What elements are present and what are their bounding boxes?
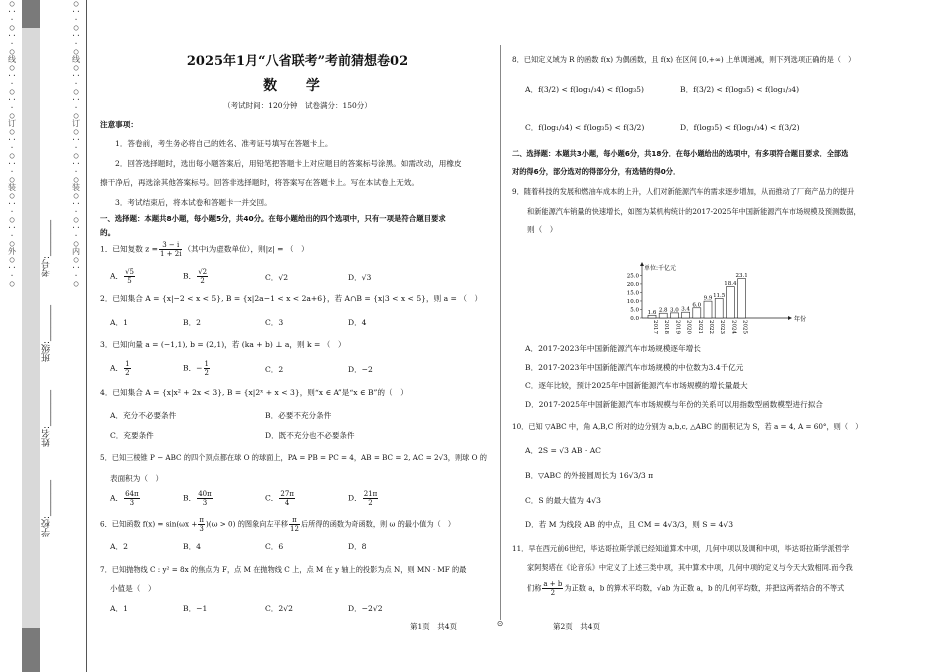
question-3: 3．已知向量 a = (−1,1), b = (2,1)，若 (ka + b) ⊥ a，则 k = （ ） [100, 340, 346, 349]
q5-option-a[interactable]: A． $\frac{64\pi}{3}$ [110, 490, 139, 507]
bar-label-2025: 23.1 [735, 273, 748, 280]
margin-rule [86, 0, 87, 672]
q4-option-c[interactable]: C．充要条件 [110, 431, 154, 440]
bar-label-2020: 3.4 [681, 306, 690, 313]
q8-option-d[interactable]: D．f(log₃5) < f(log₁/₃4) < f(3/2) [680, 123, 800, 132]
q10-option-d[interactable]: D．若 M 为线段 AB 的中点，且 CM = 4√3/3，则 S = 4√3 [525, 520, 734, 529]
market-size-chart [620, 262, 820, 342]
question-7-cont: 小值是（ ） [110, 584, 156, 593]
bar-2022 [704, 301, 712, 318]
category-2017: 2017 [652, 320, 658, 334]
name-field[interactable]: 姓名:________ [42, 390, 52, 448]
q2-option-d[interactable]: D．4 [348, 318, 367, 327]
bar-label-2017: 1.6 [647, 309, 657, 316]
y-tick-label: 15.0 [626, 290, 639, 297]
y-tick-label: 20.0 [626, 281, 639, 288]
y-axis-label: 单位:千亿元 [644, 265, 677, 272]
q7-option-b[interactable]: B．−1 [183, 604, 208, 613]
question-9-l2: 和新能源汽车销量的快速增长，如图为某机构统计的2017-2025年中国新能源汽车市场规模及预测数据， [527, 207, 861, 216]
section1-heading: 一、选择题：本题共8小题，每小题5分，共40分。在每小题给出的四个选项中，只有一项是符合题目要求 [100, 214, 446, 223]
q4-option-b[interactable]: B．必要不充分条件 [265, 411, 332, 420]
q8-option-a[interactable]: A．f(3/2) < f(log₁/₃4) < f(log₃5) [525, 85, 644, 94]
bar-2021 [693, 308, 701, 318]
notes-heading: 注意事项： [100, 120, 138, 129]
q7-option-a[interactable]: A．1 [110, 604, 128, 613]
y-tick-label: 25.0 [626, 273, 639, 280]
q6-option-c[interactable]: C．6 [265, 542, 284, 551]
binding-margin [0, 0, 86, 672]
q9-option-b[interactable]: B．2017-2023年中国新能源汽车市场规模的中位数为3.4千亿元 [525, 363, 744, 372]
exam-info: （考试时间：120分钟 试卷满分：150分） [223, 101, 372, 110]
gray-strip-bottom [22, 628, 40, 672]
q7-option-c[interactable]: C．2√2 [265, 604, 293, 613]
bar-2018 [659, 313, 667, 318]
q2-option-a[interactable]: A．1 [110, 318, 128, 327]
question-9: 9．随着科技的发展和燃油车成本的上升，人们对新能源汽车的需求逐步增加，从而推动了厂商产品力的提升 [512, 187, 855, 196]
bar-label-2021: 6.0 [692, 302, 702, 309]
category-2018: 2018 [663, 320, 670, 334]
center-circle-icon: ⊙ [497, 619, 504, 628]
question-11: 11．早在西元前6世纪，毕达哥拉斯学派已经知道算术中项，几何中项以及调和中项，毕达哥拉斯学派哲学 [512, 544, 850, 553]
q8-option-b[interactable]: B．f(3/2) < f(log₃5) < f(log₁/₃4) [680, 85, 800, 94]
section2-heading-cont: 对的得6分，部分选对的得部分分，有选错的得0分． [512, 167, 681, 176]
bar-label-2022: 9.9 [703, 295, 713, 302]
question-8: 8．已知定义域为 R 的函数 f(x) 为偶函数，且 f(x) 在区间 [0,+∞) 上单调递减，则下列选项正确的是（ ） [512, 55, 856, 64]
question-4: 4．已知集合 A = {x|x² + 2x < 3}, B = {x|2ˣ + x < 3}，则“x ∈ A”是“x ∈ B”的（ ） [100, 388, 408, 397]
y-tick-label: 10.0 [626, 298, 639, 305]
q7-option-d[interactable]: D．−2√2 [348, 604, 383, 613]
note-2: 2．回答选择题时，选出每小题答案后，用铅笔把答题卡上对应题目的答案标号涂黑。如需改动，用橡皮 [115, 159, 462, 168]
question-9-l3: 则（ ） [527, 225, 558, 234]
bar-2023 [715, 298, 723, 318]
question-5-cont: 表面积为（ ） [110, 474, 164, 483]
question-11-l2: 家阿契塔在《论音乐》中定义了上述三类中项，其中算术中项，几何中项的定义与今天大致相同.而今我 [527, 563, 853, 572]
q5-option-b[interactable]: B． $\frac{40\pi}{3}$ [183, 490, 212, 507]
note-1: 1．答卷前，考生务必将自己的姓名、准考证号填写在答题卡上。 [115, 139, 333, 148]
exam-number-field[interactable]: 考号:________ [42, 220, 52, 278]
question-5: 5．已知三棱锥 P − ABC 的四个顶点都在球 O 的球面上，PA = PB = PC = 4，AB = BC = 2, AC = 2√3，则球 O 的 [100, 453, 487, 462]
q1-option-c[interactable]: C．√2 [265, 273, 289, 282]
q3-option-a[interactable]: A． $\frac{1}{2}$ [110, 360, 130, 377]
q10-option-c[interactable]: C．S 的最大值为 4√3 [525, 496, 601, 505]
category-2020: 2020 [685, 320, 692, 334]
category-2021: 2021 [696, 320, 703, 334]
q8-option-c[interactable]: C．f(log₁/₃4) < f(log₃5) < f(3/2) [525, 123, 645, 132]
q5-option-d[interactable]: D． $\frac{21\pi}{2}$ [348, 490, 378, 507]
outer-cut-line: ○ ··· ○ ··· ○ 线 ○ ··· ○ ··· ○ 订 ○ ··· ○ ··· ○ 装 ○ ··· ○ ··· ○ 外 ○ ··· ○ [7, 0, 17, 288]
q3-option-b[interactable]: B．− $\frac{1}{2}$ [183, 360, 210, 377]
bar-2024 [726, 287, 734, 318]
category-2024: 2024 [730, 320, 737, 334]
gray-strip [22, 0, 40, 672]
q1-option-a[interactable]: A． $\frac{√5}{5}$ [110, 268, 134, 285]
page-divider [500, 45, 501, 620]
category-2023: 2023 [719, 320, 726, 334]
q3-option-d[interactable]: D．−2 [348, 365, 373, 374]
category-2022: 2022 [708, 320, 714, 334]
bar-2020 [682, 312, 690, 318]
subject-title: 数 学 [263, 78, 332, 94]
question-2: 2．已知集合 A = {x|−2 < x < 5}, B = {x|2a−1 < x < 2a+6}，若 A∩B = {x|3 < x < 5}，则 a = （ ） [100, 294, 483, 303]
note-2-cont: 擦干净后，再选涂其他答案标号。回答非选择题时，将答案写在答题卡上。写在本试卷上无效。 [100, 178, 419, 187]
q9-option-a[interactable]: A．2017-2023年中国新能源汽车市场规模逐年增长 [525, 344, 701, 353]
bar-2019 [670, 313, 678, 318]
section1-heading-cont: 的。 [100, 228, 116, 237]
bar-label-2024: 18.4 [724, 281, 737, 288]
student-info [40, 220, 66, 580]
school-field[interactable]: 学校:________ [42, 480, 52, 538]
q6-option-a[interactable]: A．2 [110, 542, 128, 551]
class-field[interactable]: 班级:________ [42, 305, 52, 363]
q6-option-d[interactable]: D．8 [348, 542, 367, 551]
y-tick-label: 0.0 [630, 316, 639, 322]
q4-option-d[interactable]: D．既不充分也不必要条件 [265, 431, 355, 440]
bar-label-2023: 11.5 [713, 292, 726, 299]
question-7: 7．已知抛物线 C : y² = 8x 的焦点为 F，点 M 在抛物线 C 上，点 M 在 y 轴上的投影为点 N，则 MN · MF 的最 [100, 565, 467, 574]
q9-option-d[interactable]: D．2017-2025年中国新能源汽车市场规模与年份的关系可以用指数型函数模型进行拟合 [525, 400, 823, 409]
bar-label-2019: 3.0 [670, 307, 679, 314]
note-3: 3．考试结束后，将本试卷和答题卡一并交回。 [115, 198, 272, 207]
bar-label-2018: 2.8 [658, 307, 668, 314]
footer-page-1: 第1页 共4页 [410, 622, 458, 631]
x-axis-label: 年份 [794, 316, 807, 323]
bar-2025 [738, 279, 746, 318]
q9-option-c[interactable]: C．逐年比较，预计2025年中国新能源汽车市场规模的增长量最大 [525, 381, 748, 390]
q6-option-b[interactable]: B．4 [183, 542, 202, 551]
question-6: 6．已知函数 f(x) = sin(ωx + $\frac{\pi}{3}$ )(ω > 0) 的图象向左平移 $\frac{\pi}{12}$ 后所得的函数为奇函数，则 ω 的最小值为（ ） [100, 516, 456, 533]
question-11-l3: 们称 $\frac{a + b}{2}$ 为正数 a，b 的算术平均数，√ab 为正数 a，b 的几何平均数，并把这两者结合的不等式 [527, 580, 845, 597]
q10-option-a[interactable]: A．2S = √3 AB · AC [525, 446, 601, 455]
category-2019: 2019 [674, 320, 681, 334]
inner-cut-line: ○ ··· ○ ··· ○ 线 ○ ··· ○ ··· ○ 订 ○ ··· ○ ··· ○ 装 ○ ··· ○ ··· ○ 内 ○ ··· ○ [71, 0, 81, 288]
x-axis-arrow [788, 316, 792, 320]
q2-option-b[interactable]: B．2 [183, 318, 202, 327]
question-1: 1．已知复数 z = $\frac{3 - i}{1 + 2i}$ （其中i为虚数单位），则|z| = （ ） [100, 241, 309, 258]
q1-option-b[interactable]: B． $\frac{√2}{2}$ [183, 268, 208, 285]
category-2025: 2025 [741, 320, 748, 334]
q5-option-c[interactable]: C． $\frac{27\pi}{4}$ [265, 490, 294, 507]
question-10: 10．已知 ▽ABC 中，角 A,B,C 所对的边分别为 a,b,c, △ABC 的面积记为 S，若 a = 4, A = 60°，则（ ） [512, 422, 863, 431]
y-tick-label: 5.0 [630, 307, 639, 314]
page-title: 2025年1月“八省联考”考前猜想卷02 [186, 54, 409, 69]
q2-option-c[interactable]: C．3 [265, 318, 284, 327]
q3-option-c[interactable]: C．2 [265, 365, 284, 374]
q4-option-a[interactable]: A．充分不必要条件 [110, 411, 177, 420]
gray-strip-top [22, 0, 40, 28]
q10-option-b[interactable]: B．▽ABC 的外接圆周长为 16√3/3 π [525, 471, 654, 480]
section2-heading: 二、选择题：本题共3小题，每小题6分，共18分．在每小题给出的选项中，有多项符合题目要求．全部选 [512, 149, 849, 158]
q1-option-d[interactable]: D．√3 [348, 273, 372, 282]
footer-page-2: 第2页 共4页 [553, 622, 601, 631]
